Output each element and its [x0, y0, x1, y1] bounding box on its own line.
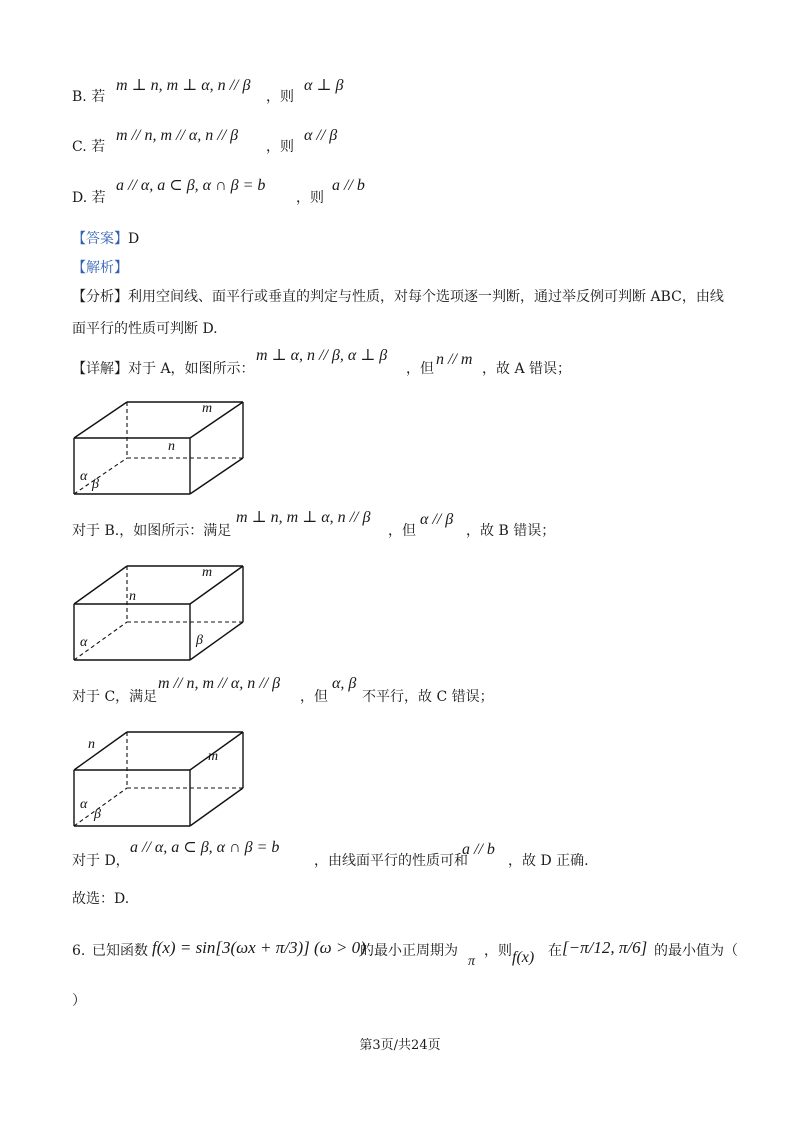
q6-end: 的最小值为（ [654, 943, 738, 959]
figure-c-alpha-label: α [80, 797, 88, 812]
figure-b-beta-label: β [196, 633, 203, 648]
q6-function: f(x) = sin[3(ωx + π/3)] (ω > 0) [152, 938, 366, 957]
option-c-condition: m // n, m // α, n // β [116, 127, 239, 144]
detail-c-math2: α, β [332, 675, 357, 692]
figure-a-m-label: m [202, 401, 213, 416]
answer-line [72, 230, 139, 248]
figure-c-box [72, 726, 248, 830]
q6-in: 在 [548, 943, 562, 959]
analysis-tag: 【解析】 [72, 260, 128, 276]
q6-pre: 已知函数 [92, 943, 148, 959]
detail-c-end: 不平行，故 C 错误； [362, 689, 494, 705]
xiangjie-tag: 【详解】 [72, 361, 128, 377]
detail-c-but: ，但 [300, 689, 328, 705]
detail-c-text: 对于 C，满足 [72, 689, 158, 705]
page-footer: 第3页/共24页 [359, 1038, 441, 1053]
option-c-label: C. 若 [72, 139, 106, 155]
detail-d-math2: a // b [462, 841, 495, 858]
answer-value: D [128, 231, 140, 247]
option-c-then: ，则 [266, 139, 294, 155]
detail-b-math: m ⊥ n, m ⊥ α, n // β [236, 509, 371, 526]
figure-b-n-label: n [129, 589, 136, 604]
option-d-label: D. 若 [72, 190, 106, 206]
option-b-then: ，则 [266, 89, 294, 105]
q6-interval: [−π/12, π/6] [562, 938, 648, 957]
detail-b-math2: α // β [420, 511, 454, 528]
detail-a-math2: n // m [436, 351, 473, 368]
option-d-then: ，则 [296, 190, 324, 206]
detail-a-text: 对于 A，如图所示： [128, 361, 255, 377]
figure-a-alpha-label: α [80, 469, 88, 484]
figure-c-m-label: m [208, 749, 219, 764]
option-d-condition: a // α, a ⊂ β, α ∩ β = b [116, 177, 266, 194]
fenxi-line-1 [72, 288, 724, 306]
detail-c-math: m // n, m // α, n // β [158, 675, 281, 692]
figure-c-n-label: n [88, 737, 95, 752]
detail-b-text: 对于 B.，如图所示：满足 [72, 523, 232, 539]
figure-b-alpha-label: α [80, 635, 88, 650]
detail-a-but: ，但 [406, 361, 434, 377]
fenxi-text-1: 利用空间线、面平行或垂直的判定与性质，对每个选项逐一判断，通过举反例可判断 ABC，由线 [128, 289, 724, 305]
detail-b-but: ，但 [388, 523, 416, 539]
detail-a-line [72, 360, 255, 378]
q6-close: ） [72, 993, 86, 1009]
detail-b-end: ，故 B 错误； [466, 523, 556, 539]
detail-d-text: 对于 D， [72, 853, 130, 869]
fenxi-text-2: 面平行的性质可判断 D. [72, 321, 218, 337]
option-b-condition: m ⊥ n, m ⊥ α, n // β [116, 77, 251, 94]
q6-number: 6. [72, 943, 86, 959]
figure-b-m-label: m [202, 565, 213, 580]
q6-mid: 的最小正周期为 [360, 943, 458, 959]
option-c-conclusion: α // β [304, 127, 338, 144]
figure-a-n-label: n [168, 439, 175, 454]
q6-then: ，则 [484, 943, 512, 959]
fenxi-tag: 【分析】 [72, 289, 128, 305]
q6-fx: f(x) [512, 949, 535, 966]
detail-d-end: ，故 D 正确. [508, 853, 589, 869]
detail-a-math: m ⊥ α, n // β, α ⊥ β [256, 347, 388, 364]
detail-a-end: ，故 A 错误； [482, 361, 572, 377]
figure-a-box [72, 396, 248, 496]
figure-a-beta-label: β [92, 477, 99, 492]
q6-pi: π [468, 954, 476, 969]
figure-b-box [72, 560, 248, 664]
option-d-conclusion: a // b [332, 177, 365, 194]
final-selection: 故选：D. [72, 891, 130, 907]
figure-c-beta-label: β [94, 807, 101, 822]
answer-tag: 【答案】 [72, 231, 128, 247]
detail-d-math: a // α, a ⊂ β, α ∩ β = b [130, 839, 280, 856]
detail-d-mid: ，由线面平行的性质可和 [314, 853, 468, 869]
option-b-conclusion: α ⊥ β [304, 77, 344, 94]
option-b-label: B. 若 [72, 89, 106, 105]
